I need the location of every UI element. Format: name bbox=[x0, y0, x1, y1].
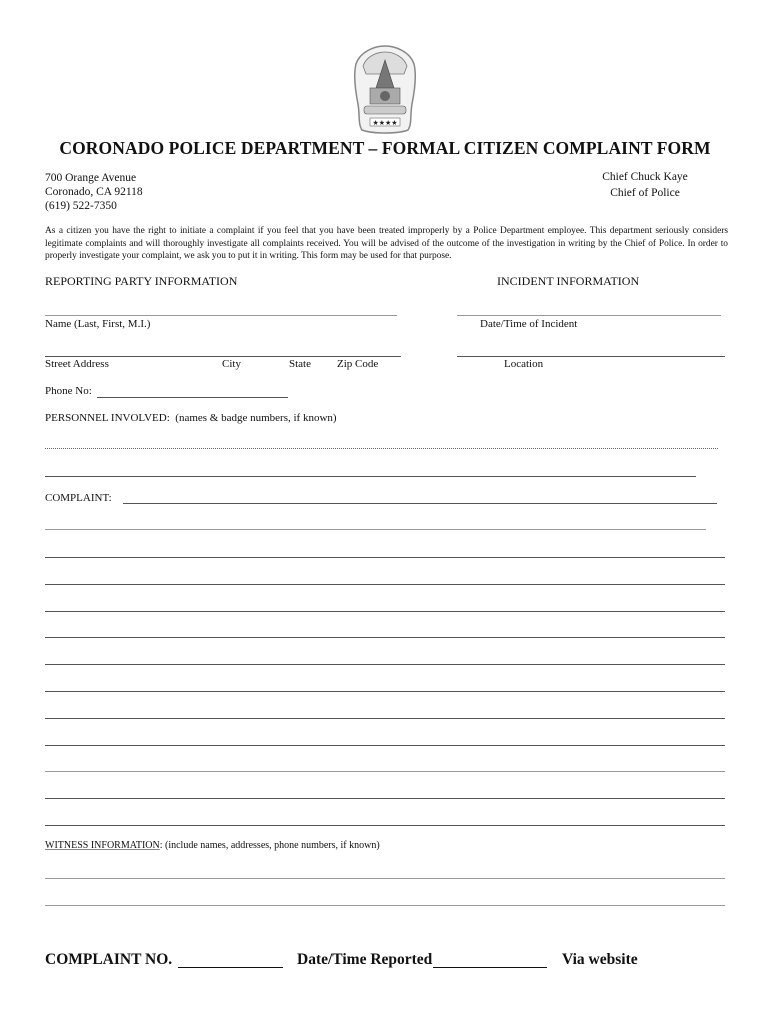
complaint-line-6[interactable] bbox=[45, 637, 725, 638]
witness-hint: : (include names, addresses, phone numbers, if known) bbox=[159, 840, 380, 851]
intro-paragraph: As a citizen you have the right to initiate a complaint if you feel that you have been treated improperly by a Police Department employee. This department seriously considers legitimate complaints and will thoroughly investigate all complaints received. You will be advised of the outcome of the investigation in writing by the Chief of Police. In order to properly investigate your complaint, we ask you to put it in writing. This form may be used for that purpose. bbox=[45, 226, 728, 261]
complaint-line-4[interactable] bbox=[45, 584, 725, 585]
complaint-line-2[interactable] bbox=[45, 529, 706, 530]
phone-label: Phone No: bbox=[45, 385, 92, 397]
personnel-hint: (names & badge numbers, if known) bbox=[175, 412, 337, 424]
form-title: CORONADO POLICE DEPARTMENT – FORMAL CITIZEN COMPLAINT FORM bbox=[59, 138, 711, 158]
witness-label bbox=[45, 840, 380, 851]
personnel-line-1[interactable] bbox=[45, 448, 718, 449]
police-badge-icon bbox=[352, 44, 418, 136]
chief-title: Chief of Police bbox=[610, 187, 680, 199]
personnel-heading: PERSONNEL INVOLVED: bbox=[45, 412, 170, 424]
incident-datetime-field[interactable] bbox=[457, 315, 721, 316]
address-field[interactable] bbox=[45, 356, 401, 357]
via-website-label: Via website bbox=[562, 951, 638, 968]
complaint-line-12[interactable] bbox=[45, 798, 725, 799]
complaint-number-label: COMPLAINT NO. bbox=[45, 951, 173, 968]
witness-line-2[interactable] bbox=[45, 905, 725, 906]
name-label: Name (Last, First, M.I.) bbox=[45, 318, 151, 330]
date-reported-field[interactable] bbox=[433, 967, 547, 968]
complaint-line-5[interactable] bbox=[45, 611, 725, 612]
state-label: State bbox=[289, 358, 311, 370]
complaint-line-3[interactable] bbox=[45, 557, 725, 558]
complaint-line-10[interactable] bbox=[45, 745, 725, 746]
complaint-line-1[interactable] bbox=[123, 503, 717, 504]
zip-code-label: Zip Code bbox=[337, 358, 379, 370]
complaint-line-7[interactable] bbox=[45, 664, 725, 665]
address-line-street: 700 Orange Avenue bbox=[45, 172, 137, 184]
chief-info bbox=[570, 169, 720, 201]
complaint-line-8[interactable] bbox=[45, 691, 725, 692]
incident-datetime-label: Date/Time of Incident bbox=[480, 318, 578, 330]
date-reported-label: Date/Time Reported bbox=[297, 951, 433, 968]
chief-name: Chief Chuck Kaye bbox=[602, 171, 688, 183]
city-label: City bbox=[222, 358, 241, 370]
complaint-number-field[interactable] bbox=[178, 967, 283, 968]
svg-text:★★★★: ★★★★ bbox=[372, 119, 398, 127]
personnel-label bbox=[45, 412, 337, 424]
name-field[interactable] bbox=[45, 315, 397, 316]
witness-line-1[interactable] bbox=[45, 878, 725, 879]
street-address-label: Street Address bbox=[45, 358, 109, 370]
witness-heading: WITNESS INFORMATION bbox=[45, 840, 160, 851]
incident-heading: INCIDENT INFORMATION bbox=[497, 274, 640, 288]
complaint-line-13[interactable] bbox=[45, 825, 725, 826]
incident-location-field[interactable] bbox=[457, 356, 725, 357]
department-address bbox=[45, 171, 143, 213]
complaint-line-9[interactable] bbox=[45, 718, 725, 719]
personnel-line-2[interactable] bbox=[45, 476, 696, 477]
complaint-line-11[interactable] bbox=[45, 771, 725, 772]
complaint-label: COMPLAINT: bbox=[45, 492, 112, 504]
address-line-city: Coronado, CA 92118 bbox=[45, 186, 143, 198]
phone-field[interactable] bbox=[97, 397, 288, 398]
address-line-phone: (619) 522-7350 bbox=[45, 200, 117, 212]
reporting-party-heading: REPORTING PARTY INFORMATION bbox=[45, 274, 238, 288]
incident-location-label: Location bbox=[504, 358, 544, 370]
